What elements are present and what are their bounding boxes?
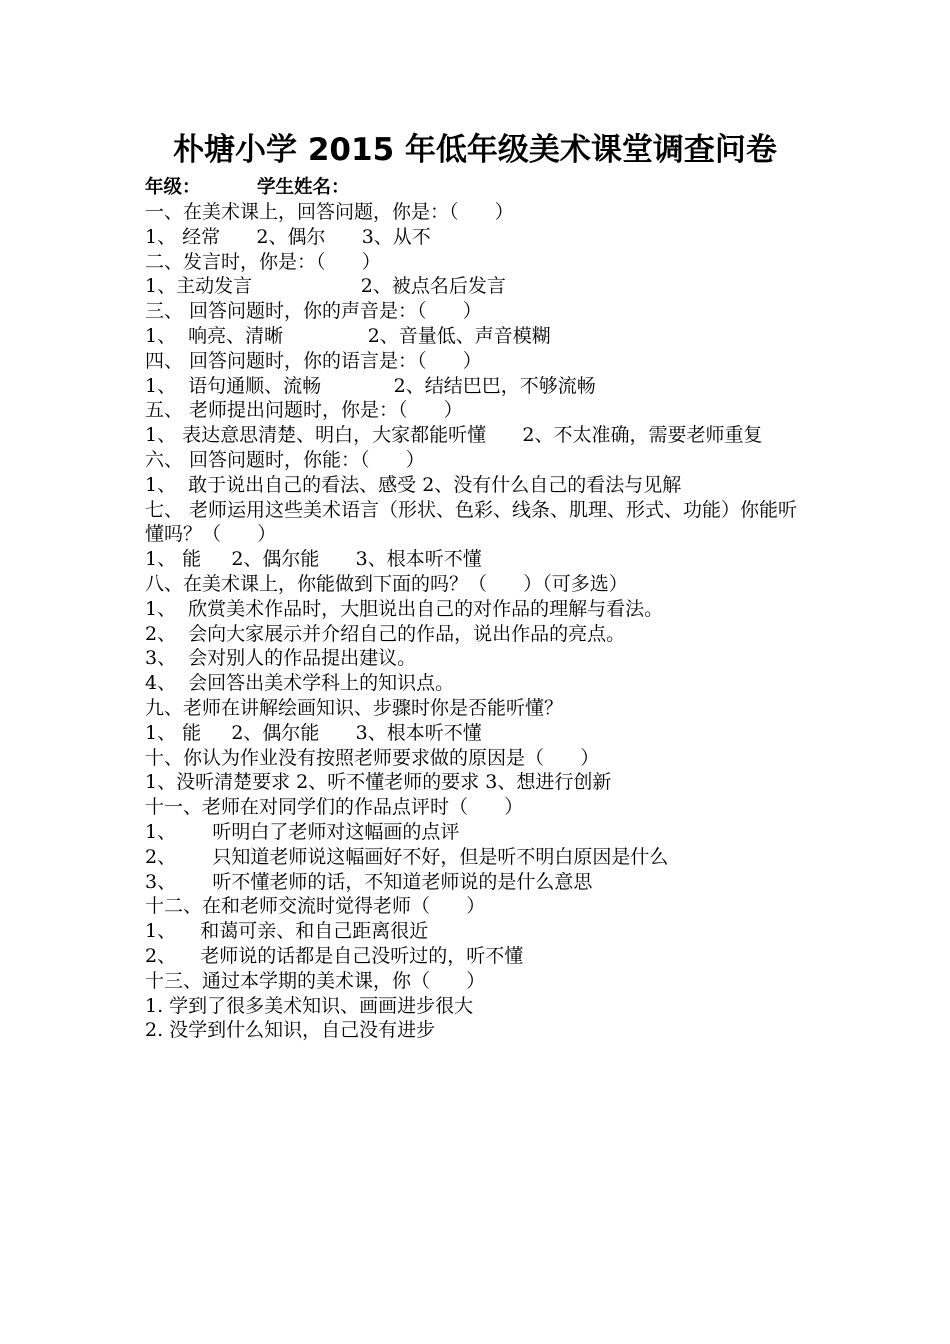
options-3: 1、 响亮、清晰 2、音量低、声音模糊 [145, 324, 551, 347]
question-2: 二、发言时，你是：（ ） [145, 250, 381, 273]
options-7: 1、 能 2、偶尔能 3、根本听不懂 [145, 548, 482, 571]
document-title: 朴塘小学 2015 年低年级美术课堂调查问卷 [173, 132, 777, 168]
student-info-row [145, 176, 350, 200]
question-9: 九、老师在讲解绘画知识、步骤时你是否能听懂？ [145, 696, 564, 719]
question-3: 三、 回答问题时，你的声音是：（ ） [145, 300, 482, 323]
question-6: 六、 回答问题时，你能：（ ） [145, 448, 425, 471]
options-5: 1、 表达意思清楚、明白，大家都能听懂 2、不太准确，需要老师重复 [145, 424, 763, 447]
student-name-label: 学生姓名： [257, 177, 350, 198]
option-13-1: 1. 学到了很多美术知识、画画进步很大 [145, 994, 474, 1017]
option-8-2: 2、 会向大家展示并介绍自己的作品，说出作品的亮点。 [145, 622, 626, 645]
question-12: 十二、在和老师交流时觉得老师（ ） [145, 895, 486, 918]
option-8-1: 1、 欣赏美术作品时，大胆说出自己的对作品的理解与看法。 [145, 597, 664, 620]
option-8-4: 4、 会回答出美术学科上的知识点。 [145, 672, 455, 695]
options-6: 1、 敢于说出自己的看法、感受 2、没有什么自己的看法与见解 [145, 473, 682, 496]
question-5: 五、 老师提出问题时，你是：（ ） [145, 399, 463, 422]
options-1: 1、 经常 2、偶尔 3、从不 [145, 225, 431, 248]
options-9: 1、 能 2、偶尔能 3、根本听不懂 [145, 721, 482, 744]
option-11-1: 1、 听明白了老师对这幅画的点评 [145, 820, 460, 843]
question-7: 七、 老师运用这些美术语言（形状、色彩、线条、肌理、形式、功能）你能听懂吗？（ ） [145, 498, 798, 546]
question-13: 十三、通过本学期的美术课，你（ ） [145, 969, 486, 992]
question-8: 八、在美术课上，你能做到下面的吗？（ ）（可多选） [145, 572, 628, 595]
options-10: 1、没听清楚要求 2、听不懂老师的要求 3、想进行创新 [145, 771, 612, 794]
questionnaire-body [145, 200, 815, 1043]
question-1: 一、在美术课上，回答问题，你是：（ ） [145, 201, 514, 223]
grade-label: 年级： [145, 177, 201, 198]
question-4: 四、 回答问题时，你的语言是：（ ） [145, 349, 482, 372]
option-12-1: 1、 和蔼可亲、和自己距离很近 [145, 920, 429, 943]
option-11-3: 3、 听不懂老师的话，不知道老师说的是什么意思 [145, 870, 593, 893]
option-8-3: 3、 会对别人的作品提出建议。 [145, 647, 417, 670]
option-13-2: 2. 没学到什么知识，自己没有进步 [145, 1019, 436, 1042]
question-11: 十一、老师在对同学们的作品点评时（ ） [145, 796, 524, 819]
question-10: 十、你认为作业没有按照老师要求做的原因是（ ） [145, 746, 600, 769]
options-4: 1、 语句通顺、流畅 2、结结巴巴，不够流畅 [145, 374, 596, 397]
option-11-2: 2、 只知道老师说这幅画好不好，但是听不明白原因是什么 [145, 845, 669, 868]
options-2: 1、主动发言 2、被点名后发言 [145, 275, 506, 298]
option-12-2: 2、 老师说的话都是自己没听过的，听不懂 [145, 944, 524, 967]
